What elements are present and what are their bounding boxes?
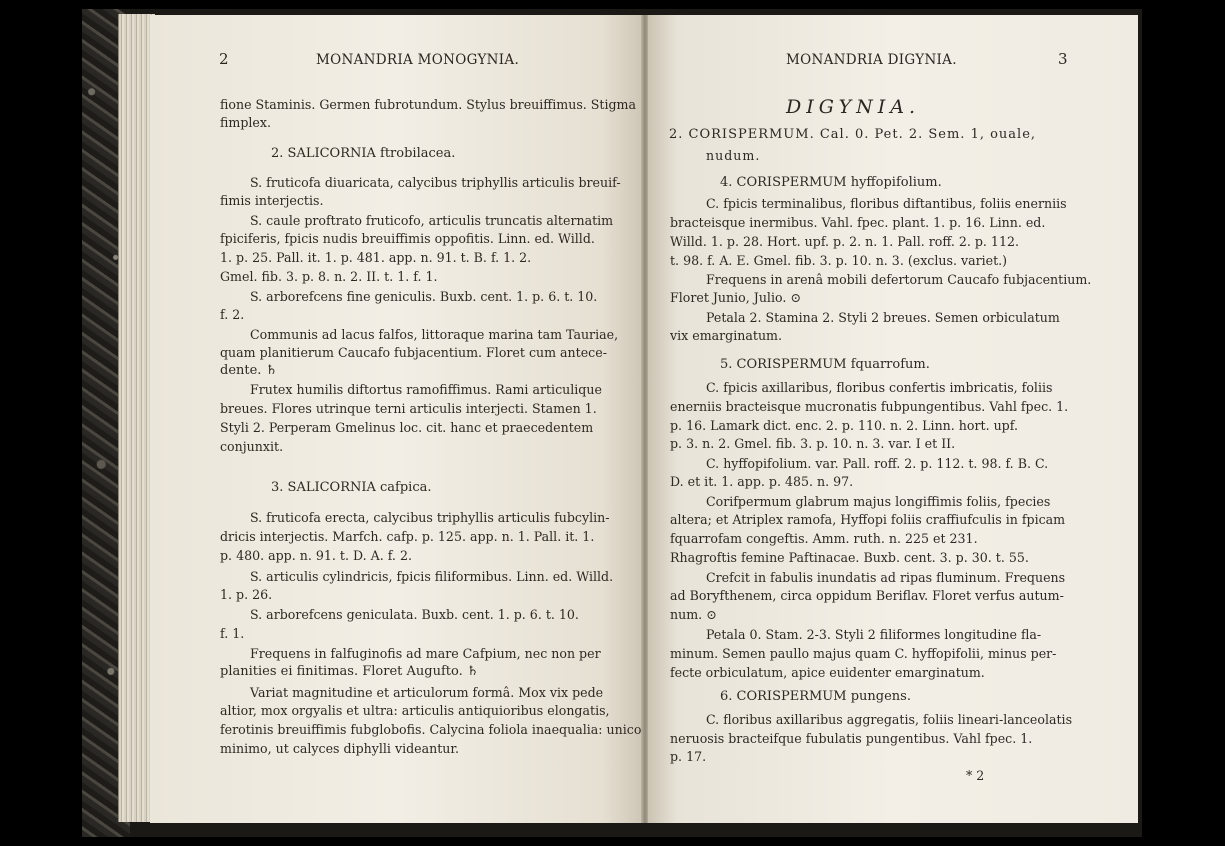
- text-line: p. 17.: [670, 749, 707, 764]
- text-line: D. et it. 1. app. p. 485. n. 97.: [670, 474, 854, 489]
- text-line: Frequens in arenâ mobili defertorum Caucafo fubjacentium.: [706, 272, 1092, 287]
- text-line: altior, mox orgyalis et ultra: articulis antiquioribus elongatis,: [220, 703, 610, 718]
- text-line: breues. Flores utrinque terni articulis interjecti. Stamen 1.: [220, 401, 597, 416]
- text-line: altera; et Atriplex ramofa, Hyffopi foliis craffiufculis in fpicam: [670, 512, 1066, 527]
- text-line: fquarrofam congeftis. Amm. ruth. n. 225 et 231.: [670, 531, 978, 546]
- text-line: S. articulis cylindricis, fpicis filiformibus. Linn. ed. Willd.: [250, 569, 614, 584]
- text-line: S. fruticofa diuaricata, calycibus triphyllis articulis breuif-: [250, 175, 621, 190]
- left-page: [150, 15, 642, 823]
- text-line: Styli 2. Perperam Gmelinus loc. cit. hanc et praecedentem: [220, 420, 594, 435]
- text-line: fimis interjectis.: [220, 193, 324, 208]
- text-line: C. fpicis terminalibus, floribus diftantibus, foliis enerniis: [706, 196, 1067, 211]
- text-line: Willd. 1. p. 28. Hort. upf. p. 2. n. 1. Pall. roff. 2. p. 112.: [670, 234, 1019, 249]
- text-line: nudum.: [706, 148, 761, 163]
- text-line: vix emarginatum.: [670, 328, 782, 343]
- text-line: S. fruticofa erecta, calycibus triphyllis articulis fubcylin-: [250, 510, 610, 525]
- text-line: minum. Semen paullo majus quam C. hyffopifolii, minus per-: [670, 646, 1057, 661]
- text-line: Gmel. fib. 3. p. 8. n. 2. II. t. 1. f. 1.: [220, 269, 438, 284]
- text-line: fimplex.: [220, 115, 271, 130]
- text-line: fecte orbiculatum, apice euidenter emarginatum.: [670, 665, 985, 680]
- text-line: C. hyffopifolium. var. Pall. roff. 2. p. 112. t. 98. f. B. C.: [706, 456, 1049, 471]
- text-line: Floret Junio, Julio. ⊙: [670, 290, 801, 305]
- text-line: S. arborefcens fine geniculis. Buxb. cent. 1. p. 6. t. 10.: [250, 289, 598, 304]
- text-line: Frequens in falfuginofis ad mare Cafpium, nec non per: [250, 646, 601, 661]
- text-line: enerniis bracteisque mucronatis fubpungentibus. Vahl fpec. 1.: [670, 399, 1069, 414]
- text-line: planities ei finitimas. Floret Augufto. ♄: [220, 664, 479, 679]
- text-line: Crefcit in fabulis inundatis ad ripas fluminum. Frequens: [706, 570, 1066, 585]
- text-line: dente. ♄: [220, 363, 278, 378]
- text-line: fpiciferis, fpicis nudis breuiffimis oppofitis. Linn. ed. Willd.: [220, 231, 595, 246]
- species-heading: 4. CORISPERMUM hyffopifolium.: [720, 175, 942, 190]
- text-line: S. arborefcens geniculata. Buxb. cent. 1. p. 6. t. 10.: [250, 607, 579, 622]
- text-line: S. caule proftrato fruticofo, articulis truncatis alternatim: [250, 213, 614, 228]
- text-line: p. 16. Lamark dict. enc. 2. p. 110. n. 2. Linn. hort. upf.: [670, 418, 1018, 433]
- text-line: 1. p. 25. Pall. it. 1. p. 481. app. n. 91. t. B. f. 1. 2.: [220, 250, 532, 265]
- text-line: quam planitierum Caucafo fubjacentium. Floret cum antece-: [220, 345, 607, 360]
- signature-mark: * 2: [966, 768, 985, 783]
- text-line: dricis interjectis. Marfch. cafp. p. 125. app. n. 1. Pall. it. 1.: [220, 529, 595, 544]
- text-line: ad Boryfthenem, circa oppidum Beriflav. Floret verfus autum-: [670, 588, 1064, 603]
- text-line: conjunxit.: [220, 439, 284, 454]
- text-line: minimo, ut calyces diphylli videantur.: [220, 741, 460, 756]
- right-running-head: MONANDRIA DIGYNIA.: [786, 52, 957, 68]
- text-line: p. 3. n. 2. Gmel. fib. 3. p. 10. n. 3. var. I et II.: [670, 436, 956, 451]
- text-line: Frutex humilis diftortus ramofiffimus. Rami articulique: [250, 382, 602, 397]
- text-line: C. fpicis axillaribus, floribus confertis imbricatis, foliis: [706, 380, 1053, 395]
- text-line: f. 2.: [220, 307, 245, 322]
- species-heading: 3. SALICORNIA cafpica.: [271, 480, 432, 495]
- text-line: neruosis bracteifque fubulatis pungentibus. Vahl fpec. 1.: [670, 731, 1033, 746]
- text-line: bracteisque inermibus. Vahl. fpec. plant. 1. p. 16. Linn. ed.: [670, 215, 1046, 230]
- text-line: fione Staminis. Germen fubrotundum. Stylus breuiffimus. Stigma: [220, 97, 637, 112]
- genus-heading: 2. CORISPERMUM. Cal. 0. Pet. 2. Sem. 1, ouale,: [669, 127, 1037, 142]
- left-running-head: MONANDRIA MONOGYNIA.: [316, 52, 520, 68]
- text-line: ferotinis breuiffimis fubglobofis. Calycina foliola inaequalia: unico: [220, 722, 642, 737]
- species-heading: 6. CORISPERMUM pungens.: [720, 689, 911, 704]
- text-line: Petala 0. Stam. 2-3. Styli 2 filiformes longitudine fla-: [706, 627, 1042, 642]
- text-line: Petala 2. Stamina 2. Styli 2 breues. Semen orbiculatum: [706, 310, 1060, 325]
- text-line: f. 1.: [220, 626, 245, 641]
- text-line: num. ⊙: [670, 607, 717, 622]
- text-line: Communis ad lacus falfos, littoraque marina tam Tauriae,: [250, 327, 619, 342]
- species-heading: 5. CORISPERMUM fquarrofum.: [720, 357, 930, 372]
- text-line: Corifpermum glabrum majus longiffimis foliis, fpecies: [706, 494, 1051, 509]
- right-page-number: 3: [1058, 50, 1068, 68]
- text-line: 1. p. 26.: [220, 587, 273, 602]
- text-line: p. 480. app. n. 91. t. D. A. f. 2.: [220, 548, 412, 563]
- left-page-number: 2: [219, 50, 229, 68]
- species-heading: 2. SALICORNIA ftrobilacea.: [271, 146, 456, 161]
- text-line: Variat magnitudine et articulorum formâ. Mox vix pede: [250, 685, 604, 700]
- text-line: Rhagroftis femine Paftinacae. Buxb. cent. 3. p. 30. t. 55.: [670, 550, 1029, 565]
- text-line: t. 98. f. A. E. Gmel. fib. 3. p. 10. n. 3. (exclus. variet.): [670, 253, 1008, 268]
- section-title: DIGYNIA.: [786, 96, 921, 118]
- text-line: C. floribus axillaribus aggregatis, foliis lineari-lanceolatis: [706, 712, 1073, 727]
